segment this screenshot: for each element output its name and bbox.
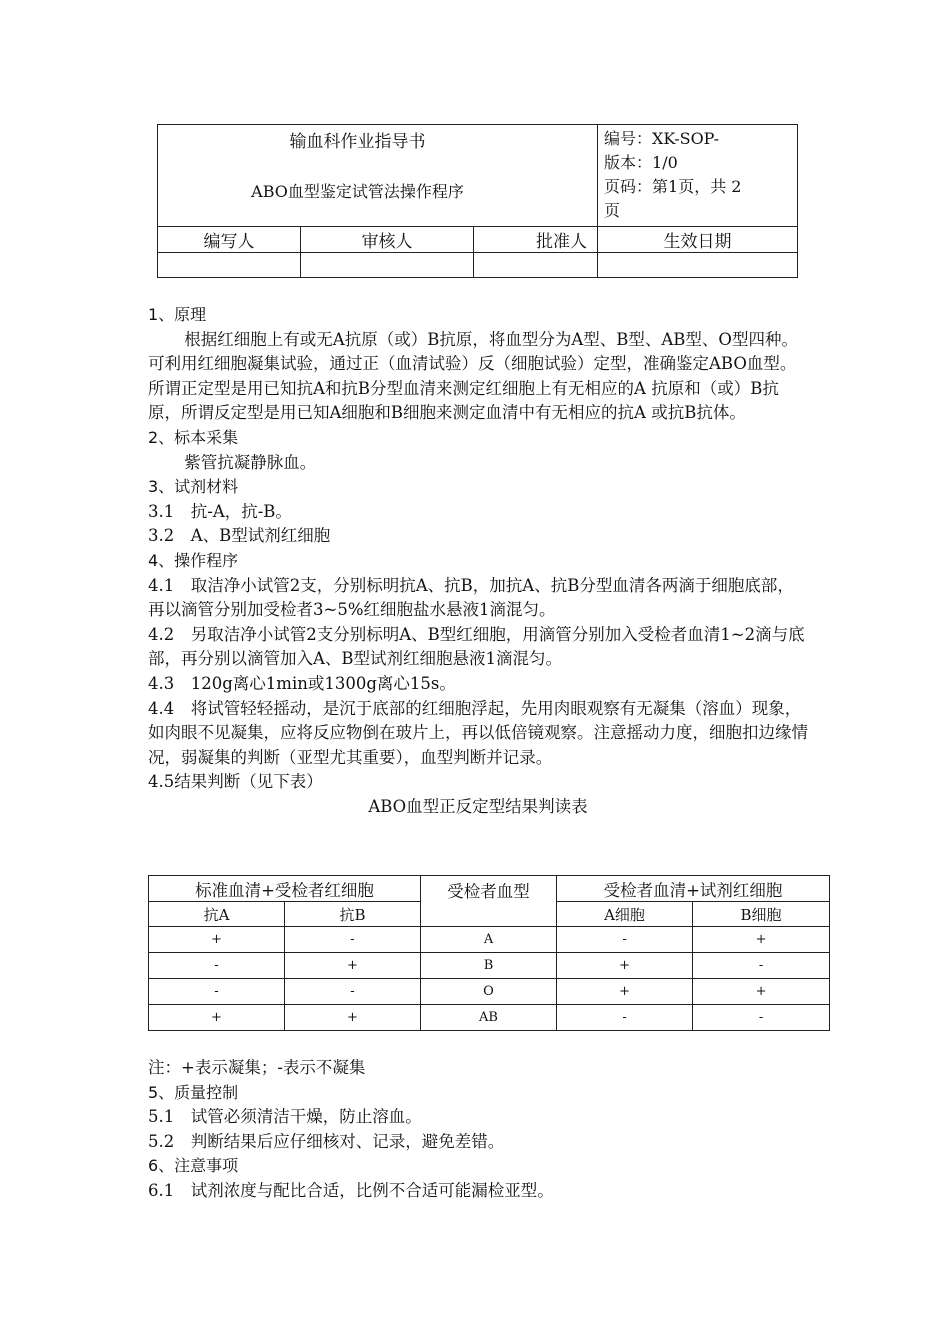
group-header-blood-type: 受检者血型 xyxy=(421,876,557,927)
section-5-1: 5.1 试管必须清洁干燥，防止溶血。 xyxy=(148,1107,422,1127)
document-title: 输血科作业指导书 xyxy=(289,132,426,152)
section-2-text: 紫管抗凝静脉血。 xyxy=(184,452,317,472)
section-1-text: 根据红细胞上有或无A抗原（或）B抗原，将血型分为A型、B型、AB型、O型四种。可利用红细胞凝集试验，通过正（血清试验）反（细胞试验）定型，准确鉴定ABO血型。所谓正定型是用已知抗A和抗B分型血清来测定红细胞上有无相应的A 抗原和（或）B抗原，所谓反定型是用已知A细胞和B细胞来测定血清中有无相应的抗A 或抗B抗体。 xyxy=(148,329,798,423)
approver-value xyxy=(474,253,598,278)
section-6-1: 6.1 试剂浓度与配比合适，比例不合适可能漏检亚型。 xyxy=(148,1180,554,1200)
label-approver: 批准人 xyxy=(474,227,598,253)
table-cell: - xyxy=(693,953,830,979)
document-header-table xyxy=(157,124,798,278)
sub-header-anti-b: 抗B xyxy=(285,902,421,927)
section-1-title: 1、原理 xyxy=(148,305,207,324)
table-row xyxy=(149,1005,830,1031)
table-cell: + xyxy=(149,1005,285,1031)
table-cell: + xyxy=(285,1005,421,1031)
table-cell: + xyxy=(149,927,285,953)
group-header-cells: 受检者血清+试剂红细胞 xyxy=(557,876,830,902)
table-cell: + xyxy=(693,979,830,1005)
table-cell: - xyxy=(557,1005,693,1031)
label-effective-date: 生效日期 xyxy=(598,227,798,253)
section-5-title: 5、质量控制 xyxy=(148,1082,239,1102)
sub-header-b-cell: B细胞 xyxy=(693,902,830,927)
table-row xyxy=(149,953,830,979)
table-row xyxy=(149,927,830,953)
table-cell: B xyxy=(421,953,557,979)
table-cell: - xyxy=(149,979,285,1005)
group-header-serum: 标准血清+受检者红细胞 xyxy=(149,876,421,902)
table-cell: + xyxy=(285,953,421,979)
table-cell: - xyxy=(149,953,285,979)
table-cell: - xyxy=(693,1005,830,1031)
section-6-title: 6、注意事项 xyxy=(148,1156,239,1176)
doc-code: 编号：XK-SOP- xyxy=(604,129,719,148)
table-cell: AB xyxy=(421,1005,557,1031)
section-5-2: 5.2 判断结果后应仔细核对、记录，避免差错。 xyxy=(148,1131,505,1151)
sub-header-anti-a: 抗A xyxy=(149,902,285,927)
document-body-continued xyxy=(148,1056,808,1204)
sub-header-a-cell: A细胞 xyxy=(557,902,693,927)
table-cell: + xyxy=(557,979,693,1005)
abo-result-table xyxy=(148,875,830,1031)
section-4-4: 4.4 将试管轻轻摇动，是沉于底部的红细胞浮起，先用肉眼观察有无凝集（溶血）现象，如肉眼不见凝集，应将反应物倒在玻片上，再以低倍镜观察。注意摇动力度，细胞扣边缘情况，弱凝集的判断（亚型尤其重要），血型判断并记录。 xyxy=(148,698,808,767)
table-cell: - xyxy=(557,927,693,953)
section-3-title: 3、试剂材料 xyxy=(148,477,239,497)
section-4-2: 4.2 另取洁净小试管2支分别标明A、B型红细胞，用滴管分别加入受检者血清1~2滴与底部，再分别以滴管加入A、B型试剂红细胞悬液1滴混匀。 xyxy=(148,624,805,669)
doc-version: 版本：1/0 xyxy=(604,153,678,172)
table-cell: O xyxy=(421,979,557,1005)
section-4-title: 4、操作程序 xyxy=(148,550,239,570)
procedure-title: ABO血型鉴定试管法操作程序 xyxy=(251,182,464,201)
reviewer-value xyxy=(301,253,474,278)
table-cell: - xyxy=(285,927,421,953)
meta-cell xyxy=(598,125,798,227)
table-cell: + xyxy=(557,953,693,979)
table-cell: + xyxy=(693,927,830,953)
section-4-1: 4.1 取洁净小试管2支，分别标明抗A、抗B，加抗A、抗B分型血清各两滴于细胞底部，再以滴管分别加受检者3~5%红细胞盐水悬液1滴混匀。 xyxy=(148,575,794,620)
doc-page-line2: 页 xyxy=(604,201,621,220)
doc-page-line1: 页码：第1页，共 2 xyxy=(604,177,742,196)
section-4-3: 4.3 120g离心1min或1300g离心15s。 xyxy=(148,673,456,693)
label-reviewer: 审核人 xyxy=(301,227,474,253)
document-body xyxy=(148,303,808,819)
table-caption: ABO血型正反定型结果判读表 xyxy=(368,796,588,816)
table-cell: A xyxy=(421,927,557,953)
section-3-2: 3.2 A、B型试剂红细胞 xyxy=(148,526,331,546)
section-4-5: 4.5结果判断（见下表） xyxy=(148,772,323,792)
section-3-1: 3.1 抗-A，抗-B。 xyxy=(148,501,292,521)
table-cell: - xyxy=(285,979,421,1005)
label-author: 编写人 xyxy=(158,227,301,253)
table-note: 注：+表示凝集；-表示不凝集 xyxy=(148,1058,366,1077)
section-2-title: 2、标本采集 xyxy=(148,427,239,447)
table-row xyxy=(149,979,830,1005)
title-cell xyxy=(158,125,598,227)
author-value xyxy=(158,253,301,278)
effective-date-value xyxy=(598,253,798,278)
